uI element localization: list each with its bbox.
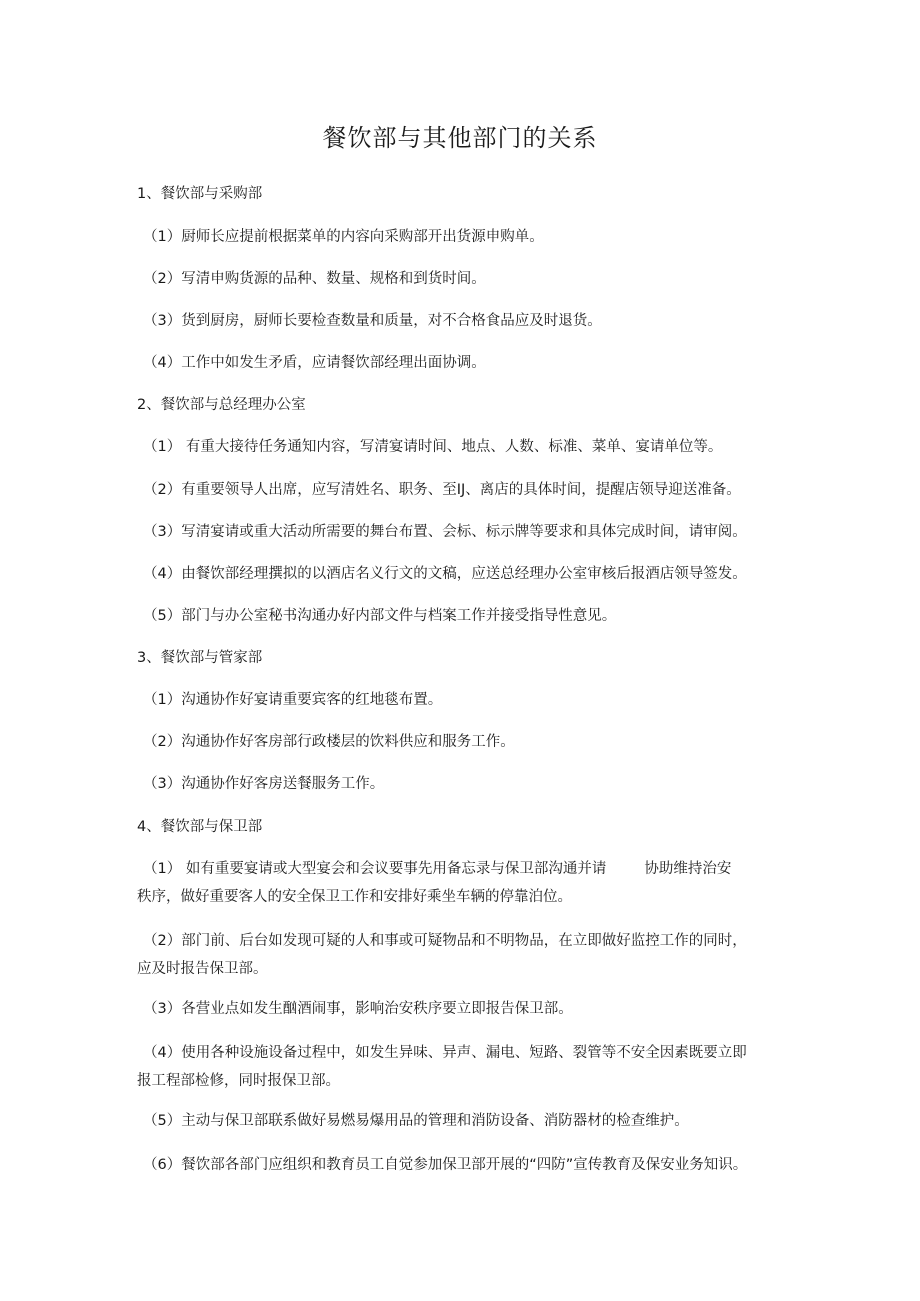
list-item xyxy=(143,858,731,880)
list-item: （4）工作中如发生矛盾，应请餐饮部经理出面协调。 xyxy=(143,355,486,371)
list-item: （1）沟通协作好宴请重要宾客的红地毯布置。 xyxy=(143,692,443,708)
list-item-continuation: 秩序，做好重要客人的安全保卫工作和安排好乘坐车辆的停靠泊位。 xyxy=(137,889,572,905)
list-item-continuation: 应及时报告保卫部。 xyxy=(137,961,268,977)
list-item: （6）餐饮部各部门应组织和教育员工自觉参加保卫部开展的“四防”宣传教育及保安业务知识。 xyxy=(143,1157,748,1173)
list-item: （3）写清宴请或重大活动所需要的舞台布置、会标、标示牌等要求和具体完成时间，请审阅。 xyxy=(143,524,747,540)
list-item-text: （1） 如有重要宴请或大型宴会和会议要事先用备忘录与保卫部沟通并请 xyxy=(143,861,607,877)
list-item: （3）货到厨房，厨师长要检查数量和质量，对不合格食品应及时退货。 xyxy=(143,313,602,329)
list-item-text: 协助维持治安 xyxy=(644,861,732,877)
list-item: （2）写清申购货源的品种、数量、规格和到货时间。 xyxy=(143,271,486,287)
list-item: （2）部门前、后台如发现可疑的人和事或可疑物品和不明物品，在立即做好监控工作的同时， xyxy=(143,933,747,949)
list-item: （2）有重要领导人出席，应写清姓名、职务、至IJ、离店的具体时间，提醒店领导迎送准备。 xyxy=(143,482,741,498)
list-item: （1） 有重大接待任务通知内容，写清宴请时间、地点、人数、标准、菜单、宴请单位等。 xyxy=(143,439,723,455)
list-item: （5）部门与办公室秘书沟通办好内部文件与档案工作并接受指导性意见。 xyxy=(143,608,617,624)
list-item: （1）厨师长应提前根据菜单的内容向采购部开出货源申购单。 xyxy=(143,229,544,245)
document-title: 餐饮部与其他部门的关系 xyxy=(322,124,598,152)
list-item: （4）由餐饮部经理撰拟的以酒店名义行文的文稿，应送总经理办公室审核后报酒店领导签发。 xyxy=(143,566,747,582)
list-item: （2）沟通协作好客房部行政楼层的饮料供应和服务工作。 xyxy=(143,734,515,750)
list-item: （3）各营业点如发生酗酒闹事，影响治安秩序要立即报告保卫部。 xyxy=(143,1001,573,1017)
list-item: （5）主动与保卫部联系做好易燃易爆用品的管理和消防设备、消防器材的检查维护。 xyxy=(143,1113,689,1129)
list-item-continuation: 报工程部检修，同时报保卫部。 xyxy=(137,1073,340,1089)
list-item: （4）使用各种设施设备过程中，如发生异味、异声、漏电、短路、裂管等不安全因素既要立即 xyxy=(143,1045,747,1061)
section-heading: 3、餐饮部与管家部 xyxy=(137,650,263,666)
list-item: （3）沟通协作好客房送餐服务工作。 xyxy=(143,776,385,792)
section-heading: 1、餐饮部与采购部 xyxy=(137,186,263,202)
section-heading: 4、餐饮部与保卫部 xyxy=(137,819,263,835)
section-heading: 2、餐饮部与总经理办公室 xyxy=(137,397,306,413)
